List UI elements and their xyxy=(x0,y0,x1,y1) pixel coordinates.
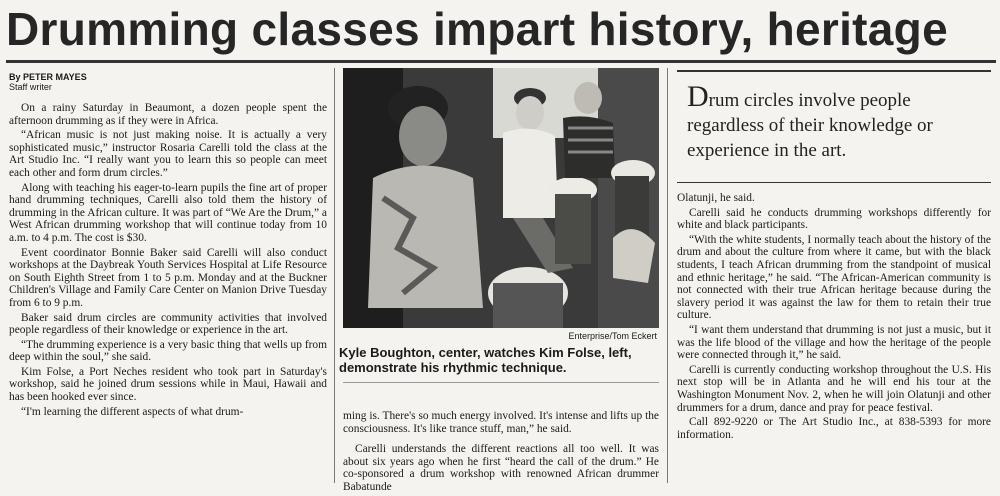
paragraph: “With the white students, I normally teach about the history of the drum and about the culture from where it came, but with the black students, I teach African drumming from the standpoint of musical and ethnic heritage,” he said. “The African-American community is not connected with their true African heritage because during the slavery period it was against the law for them to retain their true culture. xyxy=(677,233,991,322)
paragraph: Carelli is currently conducting workshop throughout the U.S. His next stop will be in Atlanta and he will end his tour at the Washington Monument Nov. 2, when he will join Olatunji and other drummers for a drum, dance and pray for peace festival. xyxy=(677,363,991,414)
paragraph: Olatunji, he said. xyxy=(677,192,755,204)
paragraph: Event coordinator Bonnie Baker said Carelli will also conduct workshops at the Daybreak Youth Services Hospital at Life Resource on South Eighth Street from 1 to 5 p.m. Monday and at the Buckner Children's Village and Family Care Center on Manion Drive Tuesday from 6 to 9 p.m. xyxy=(9,246,327,309)
paragraph: Baker said drum circles are community activities that involved people regardless of their knowledge or experience in the art. xyxy=(9,311,327,337)
paragraph: ming is. There's so much energy involved. It's intense and lifts up the consciousness. It's like trance stuff, man,” he said. xyxy=(343,410,659,435)
headline-rule xyxy=(6,60,996,63)
paragraph: Along with teaching his eager-to-learn pupils the fine art of proper hand drumming techniques, Carelli also told them the history of drumming in the African culture. It was part of “We Are the Drum,” a West African drumming workshop that will continue today from 10 a.m. to 4 p.m. The cost is $30. xyxy=(9,181,327,244)
caption-rule xyxy=(343,382,659,383)
paragraph: On a rainy Saturday in Beaumont, a dozen people spent the afternoon drumming as if they were in Africa. xyxy=(9,102,327,127)
article-column-3 xyxy=(677,192,991,443)
paragraph: “I'm learning the different aspects of what drum- xyxy=(21,405,244,418)
article-column-2 xyxy=(343,410,659,496)
paragraph: “I want them understand that drumming is not just a music, but it was the life blood of the village and how the heritage of the people were connected through it,” he said. xyxy=(677,323,991,362)
byline-author: By PETER MAYES xyxy=(9,72,87,82)
paragraph: Carelli understands the different reactions all too well. It was about six years ago when he first “heard the call of the drum.” He co-sponsored a drum workshop with renowned African drummer Babatunde xyxy=(343,443,659,493)
photo-caption: Kyle Boughton, center, watches Kim Folse, left, demonstrate his rhythmic technique. xyxy=(339,345,632,375)
byline xyxy=(9,72,87,92)
photo-credit: Enterprise/Tom Eckert xyxy=(568,331,657,341)
paragraph: “The drumming experience is a very basic thing that wells up from deep within the soul,” she said. xyxy=(9,338,327,364)
article-column-1 xyxy=(9,102,327,420)
pull-quote-text xyxy=(687,80,977,163)
pull-quote xyxy=(677,70,991,183)
column-divider xyxy=(334,68,335,483)
paragraph: “African music is not just making noise. It is actually a very sophisticated music,” instructor Rosaria Carelli told the class at the Art Studio Inc. “I really want you to learn this so people can meet each other and form drum circles.” xyxy=(9,129,327,179)
column-divider xyxy=(667,68,668,483)
headline: Drumming classes impart history, heritage xyxy=(6,3,948,55)
pull-quote-body: rum circles involve people regardless of their knowledge or experience in the art. xyxy=(687,90,933,161)
workshop-photo xyxy=(343,68,659,328)
paragraph: Carelli said he conducts drumming workshops differently for white and black participants. xyxy=(677,206,991,232)
pull-quote-initial: D xyxy=(687,80,709,113)
paragraph: Kim Folse, a Port Neches resident who took part in Saturday's workshop, said he joined drum sessions while in Maui, Hawaii and has been hooked ever since. xyxy=(9,365,327,404)
paragraph: Call 892-9220 or The Art Studio Inc., at 838-5393 for more information. xyxy=(677,416,991,441)
byline-role: Staff writer xyxy=(9,82,52,92)
drummers-photo-image xyxy=(343,68,659,328)
